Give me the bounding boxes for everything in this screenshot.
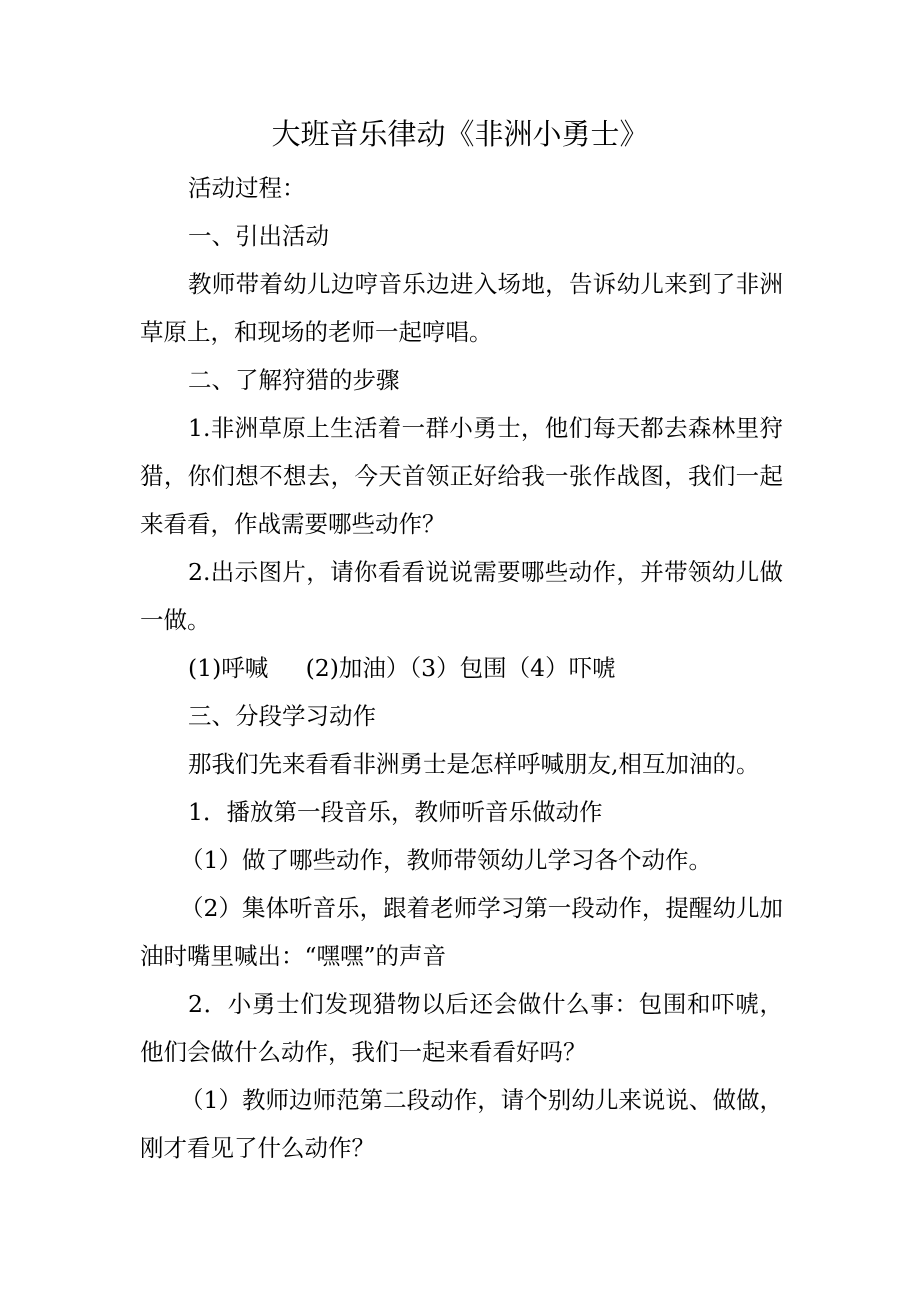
document-title: 大班音乐律动《非洲小勇士》 xyxy=(271,117,649,151)
paragraph-section-three-intro: 那我们先来看看非洲勇士是怎样呼喊朋友,相互加油的。 xyxy=(188,750,760,778)
document-body xyxy=(140,164,783,1172)
paragraph-music-part-1: 1．播放第一段音乐，教师听音乐做动作 xyxy=(188,798,603,826)
paragraph-process-heading: 活动过程： xyxy=(188,174,306,202)
paragraph-section-three-heading: 三、分段学习动作 xyxy=(188,702,376,730)
paragraph-step-1: 1.非洲草原上生活着一群小勇士，他们每天都去森林里狩猎，你们想不想去，今天首领正好给我一张作战图，我们一起来看看，作战需要哪些动作？ xyxy=(140,414,783,538)
paragraph-intro-activity: 教师带着幼儿边哼音乐边进入场地，告诉幼儿来到了非洲草原上，和现场的老师一起哼唱。 xyxy=(140,270,783,346)
paragraph-action-list: (1)呼喊 (2)加油）（3）包围（4）吓唬 xyxy=(188,654,616,682)
paragraph-music-part-2: 2．小勇士们发现猎物以后还会做什么事：包围和吓唬，他们会做什么动作，我们一起来看看好吗？ xyxy=(140,990,783,1066)
paragraph-section-one-heading: 一、引出活动 xyxy=(188,222,329,250)
paragraph-step-2: 2.出示图片，请你看看说说需要哪些动作，并带领幼儿做一做。 xyxy=(140,558,783,634)
paragraph-music-part-1-item-2: （2）集体听音乐，跟着老师学习第一段动作，提醒幼儿加油时嘴里喊出：“嘿嘿”的声音 xyxy=(140,894,783,970)
paragraph-section-two-heading: 二、了解狩猎的步骤 xyxy=(188,366,400,394)
paragraph-music-part-1-item-1: （1）做了哪些动作，教师带领幼儿学习各个动作。 xyxy=(180,846,712,874)
paragraph-music-part-2-item-1: （1）教师边师范第二段动作，请个别幼儿来说说、做做，刚才看见了什么动作？ xyxy=(140,1086,783,1162)
